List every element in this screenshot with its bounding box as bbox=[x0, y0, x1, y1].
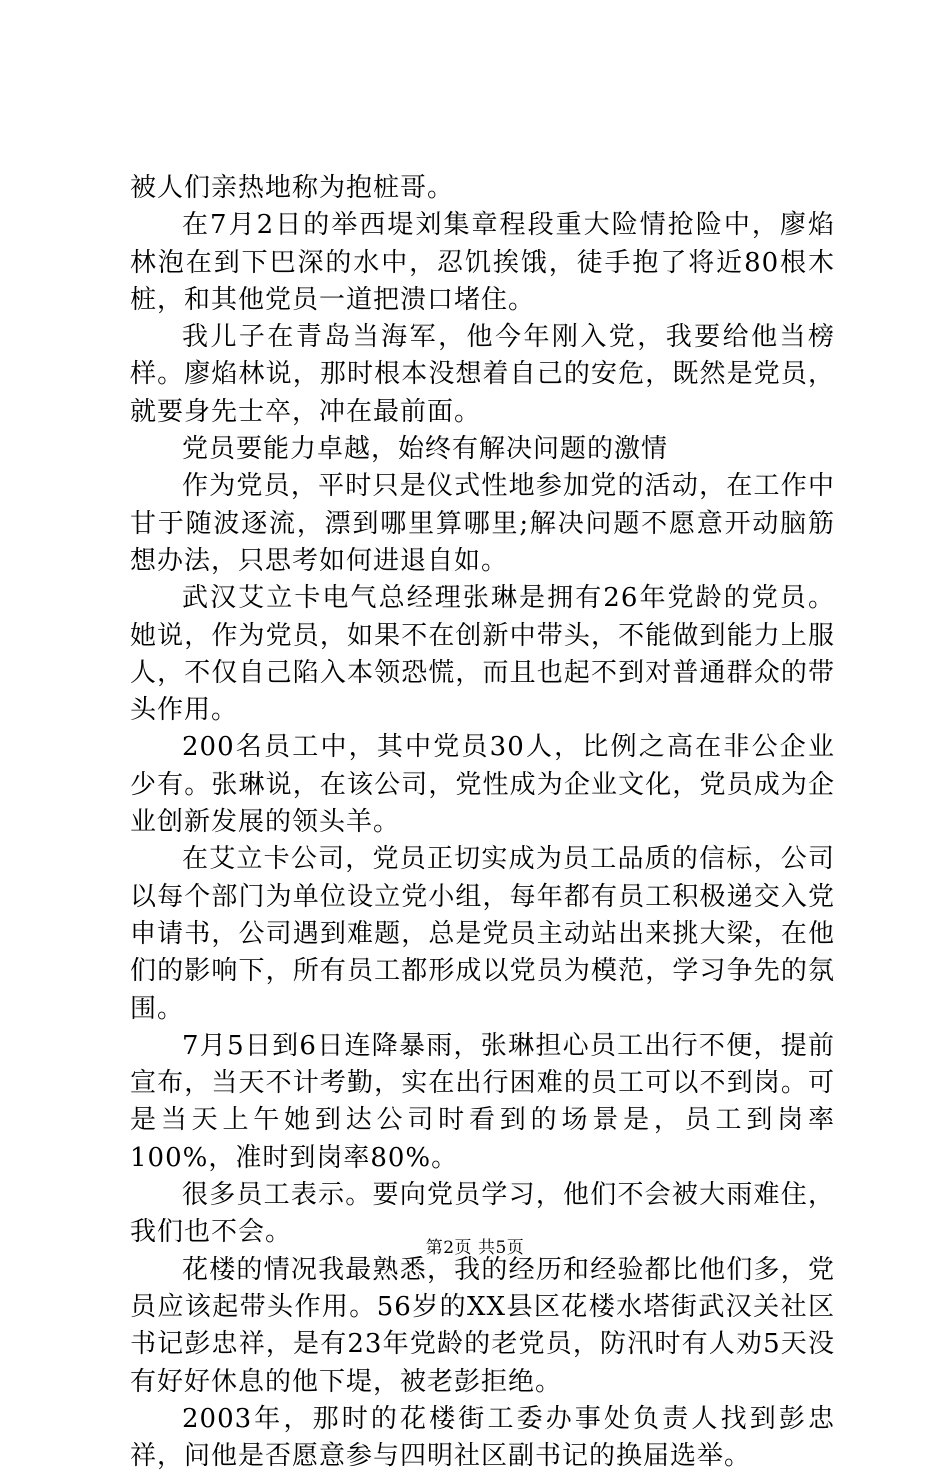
document-body bbox=[130, 170, 835, 1475]
paragraph-3: 我儿子在青岛当海军，他今年刚入党，我要给他当榜样。廖焰林说，那时根本没想着自己的安危，既然是党员，就要身先士卒，冲在最前面。 bbox=[130, 322, 835, 427]
paragraph-2: 在7月2日的举西堤刘集章程段重大险情抢险中，廖焰林泡在到下巴深的水中，忍饥挨饿，徒手抱了将近80根木桩，和其他党员一道把溃口堵住。 bbox=[130, 210, 835, 315]
paragraph-9: 7月5日到6日连降暴雨，张琳担心员工出行不便，提前宣布，当天不计考勤，实在出行困难的员工可以不到岗。可是当天上午她到达公司时看到的场景是，员工到岗率100%，准时到岗率80%。 bbox=[130, 1030, 835, 1173]
page-number-footer: 第2页 共5页 bbox=[425, 1238, 525, 1258]
paragraph-6: 武汉艾立卡电气总经理张琳是拥有26年党龄的党员。她说，作为党员，如果不在创新中带头，不能做到能力上服人，不仅自己陷入本领恐慌，而且也起不到对普通群众的带头作用。 bbox=[130, 583, 835, 726]
paragraph-7: 200名员工中，其中党员30人，比例之高在非公企业少有。张琳说，在该公司，党性成为企业文化，党员成为企业创新发展的领头羊。 bbox=[130, 732, 835, 838]
paragraph-5: 作为党员，平时只是仪式性地参加党的活动，在工作中甘于随波逐流，漂到哪里算哪里;解决问题不愿意开动脑筋想办法，只思考如何进退自如。 bbox=[130, 471, 835, 576]
paragraph-12: 2003年，那时的花楼街工委办事处负责人找到彭忠祥，问他是否愿意参与四明社区副书记的换届选举。 bbox=[130, 1403, 835, 1472]
paragraph-10: 很多员工表示。要向党员学习，他们不会被大雨难住，我们也不会。 bbox=[130, 1180, 835, 1248]
paragraph-8: 在艾立卡公司，党员正切实成为员工品质的信标，公司以每个部门为单位设立党小组，每年都有员工积极递交入党申请书，公司遇到难题，总是党员主动站出来挑大梁，在他们的影响下，所有员工都形成以党员为模范，学习争先的氛围。 bbox=[130, 844, 835, 1024]
paragraph-4-heading: 党员要能力卓越，始终有解决问题的激情 bbox=[182, 434, 669, 465]
paragraph-11: 花楼的情况我最熟悉，我的经历和经验都比他们多，党员应该起带头作用。56岁的XX县区花楼水塔街武汉关社区书记彭忠祥，是有23年党龄的老党员，防汛时有人劝5天没有好好休息的他下堤，被老彭拒绝。 bbox=[130, 1254, 835, 1397]
paragraph-1: 被人们亲热地称为抱桩哥。 bbox=[130, 173, 455, 203]
